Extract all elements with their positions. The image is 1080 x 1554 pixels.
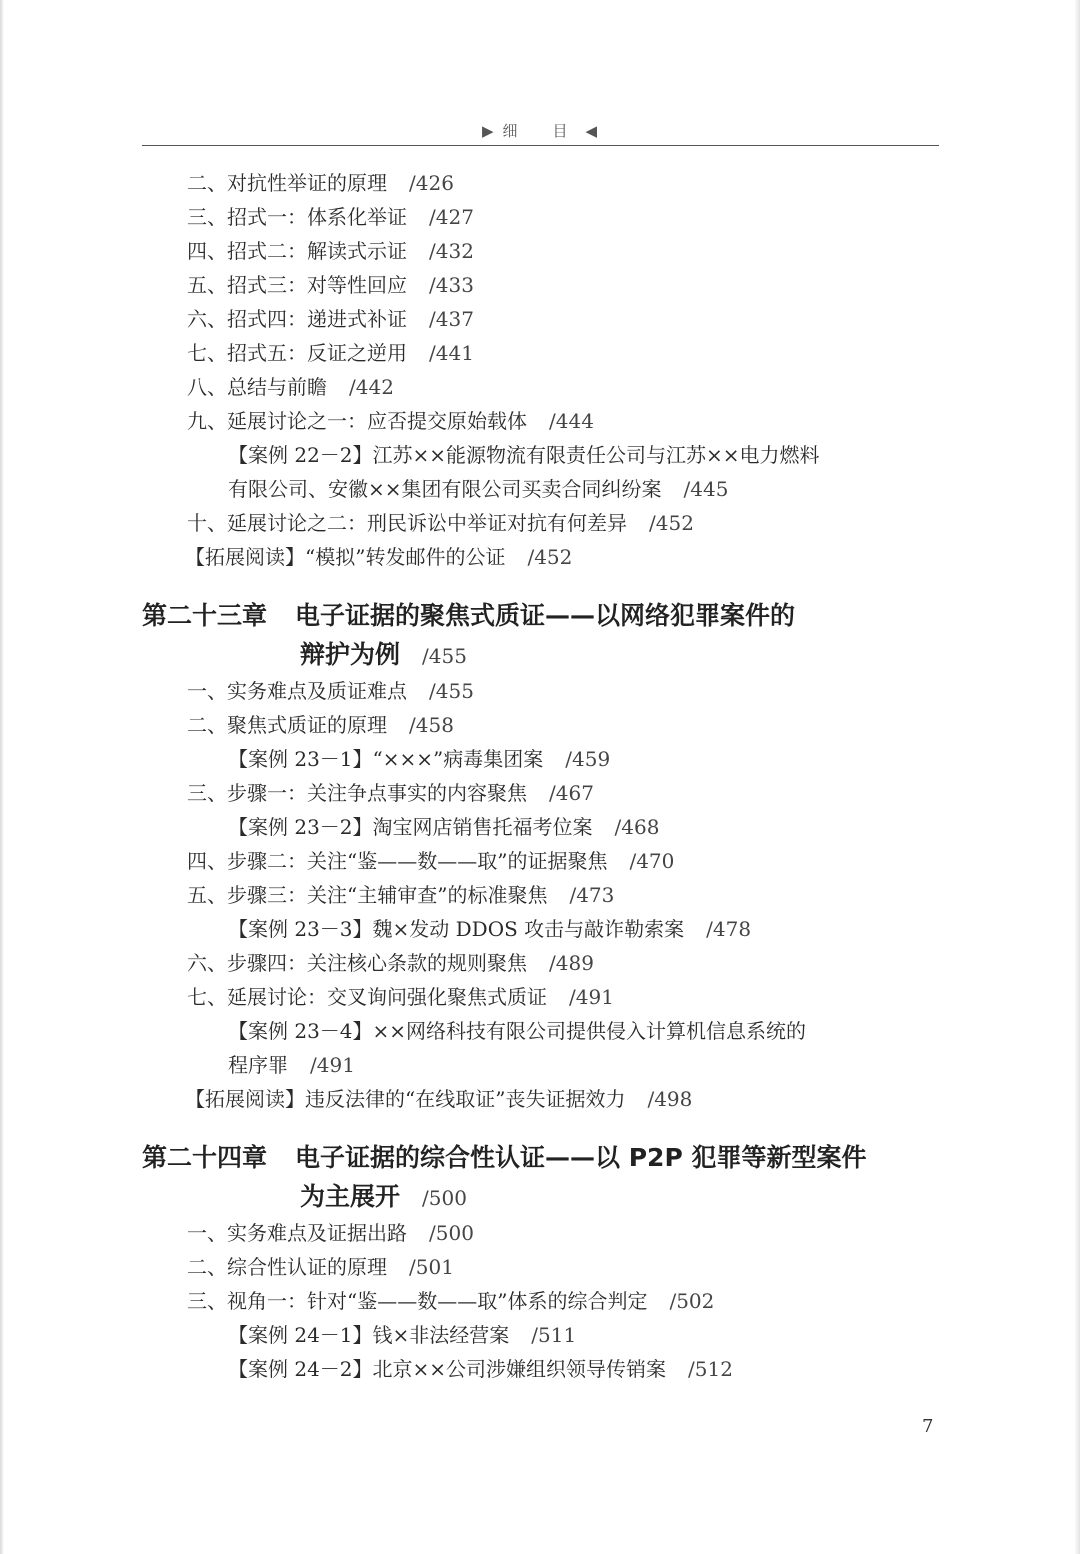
entry-page-ref: /452: [527, 545, 573, 569]
entry-page-ref: /426: [409, 171, 454, 195]
entry-text: 六、步骤四：关注核心条款的规则聚焦: [187, 951, 527, 975]
entry-text: 【案例 24－2】北京××公司涉嫌组织领导传销案: [228, 1357, 667, 1381]
entry-page-ref: /444: [549, 409, 594, 433]
section-entry[interactable]: [0, 302, 1080, 336]
chapter-page-ref: /500: [422, 1186, 467, 1210]
section-entry[interactable]: [0, 1216, 1080, 1250]
extended-reading-entry[interactable]: [0, 1082, 1080, 1116]
entry-page-ref: /458: [409, 713, 454, 737]
entry-page-ref: /502: [669, 1289, 715, 1313]
entry-page-ref: /468: [614, 815, 660, 839]
section-entry[interactable]: [0, 200, 1080, 234]
entry-text: 五、步骤三：关注“主辅审查”的标准聚焦: [187, 883, 548, 907]
entry-text: 有限公司、安徽××集团有限公司买卖合同纠纷案: [228, 477, 662, 501]
entry-text: 【案例 23－2】淘宝网店销售托福考位案: [228, 815, 593, 839]
entry-text: 九、延展讨论之一：应否提交原始载体: [187, 409, 527, 433]
entry-page-ref: /452: [649, 511, 694, 535]
section-entry[interactable]: [0, 234, 1080, 268]
entry-page-ref: /459: [565, 747, 611, 771]
chapter-block: [0, 1138, 1080, 1386]
case-entry[interactable]: [0, 1014, 1080, 1048]
entry-page-ref: /470: [629, 849, 675, 873]
entry-text: 【案例 22－2】江苏××能源物流有限责任公司与江苏××电力燃料: [228, 443, 820, 467]
entry-page-ref: /467: [549, 781, 594, 805]
chapter-title[interactable]: [0, 596, 1080, 636]
entry-page-ref: /491: [310, 1053, 355, 1077]
chapter-title-continued[interactable]: [0, 1178, 1080, 1216]
entry-text: 三、视角一：针对“鉴——数——取”体系的综合判定: [187, 1289, 648, 1313]
entry-page-ref: /442: [349, 375, 394, 399]
entry-text: 【案例 23－3】魏×发动 DDOS 攻击与敲诈勒索案: [228, 917, 685, 941]
entry-page-ref: /427: [429, 205, 474, 229]
entry-page-ref: /441: [429, 341, 474, 365]
entry-text: 三、步骤一：关注争点事实的内容聚焦: [187, 781, 527, 805]
section-entry[interactable]: [0, 980, 1080, 1014]
section-entry[interactable]: [0, 268, 1080, 302]
entry-text: 八、总结与前瞻: [187, 375, 327, 399]
entry-text: 一、实务难点及证据出路: [187, 1221, 407, 1245]
entry-text: 十、延展讨论之二：刑民诉讼中举证对抗有何差异: [187, 511, 627, 535]
chapter-title-cont-text: 为主展开: [300, 1182, 401, 1211]
entry-text: 一、实务难点及质证难点: [187, 679, 407, 703]
entry-page-ref: /433: [429, 273, 474, 297]
entry-text: 二、综合性认证的原理: [187, 1255, 387, 1279]
entry-page-ref: /512: [688, 1357, 733, 1381]
entry-text: 三、招式一：体系化举证: [187, 205, 407, 229]
entry-text: 四、步骤二：关注“鉴——数——取”的证据聚焦: [187, 849, 608, 873]
entry-text: 【拓展阅读】违反法律的“在线取证”丧失证据效力: [185, 1087, 626, 1111]
chapter-title-cont-text: 辩护为例: [300, 640, 401, 669]
chapter-title-text: 电子证据的聚焦式质证——以网络犯罪案件的: [295, 601, 796, 630]
section-entry[interactable]: [0, 946, 1080, 980]
intro-entries: [0, 166, 1080, 574]
case-entry[interactable]: [0, 742, 1080, 776]
case-entry-continued[interactable]: [0, 1048, 1080, 1082]
entry-page-ref: /500: [429, 1221, 474, 1245]
entry-text: 六、招式四：递进式补证: [187, 307, 407, 331]
entry-page-ref: /432: [429, 239, 474, 263]
chapters: [0, 596, 1080, 1386]
section-entry[interactable]: [0, 336, 1080, 370]
entry-text: 二、对抗性举证的原理: [187, 171, 387, 195]
entry-text: 程序罪: [228, 1053, 288, 1077]
entry-text: 【案例 23－1】“×××”病毒集团案: [228, 747, 544, 771]
entry-text: 七、招式五：反证之逆用: [187, 341, 407, 365]
chapter-number: 第二十四章: [142, 1143, 268, 1172]
entry-text: 五、招式三：对等性回应: [187, 273, 407, 297]
section-entry[interactable]: [0, 878, 1080, 912]
header-title: 细 目: [502, 122, 578, 140]
entry-page-ref: /445: [683, 477, 729, 501]
entry-page-ref: /489: [549, 951, 594, 975]
chapter-page-ref: /455: [422, 644, 467, 668]
entry-page-ref: /437: [429, 307, 474, 331]
header-marker-right: ◀: [585, 122, 599, 140]
section-entry[interactable]: [0, 708, 1080, 742]
case-entry[interactable]: [0, 1318, 1080, 1352]
case-entry[interactable]: [0, 912, 1080, 946]
case-entry[interactable]: [0, 810, 1080, 844]
entry-page-ref: /511: [531, 1323, 577, 1347]
entry-text: 【拓展阅读】“模拟”转发邮件的公证: [185, 545, 506, 569]
entry-text: 四、招式二：解读式示证: [187, 239, 407, 263]
entry-page-ref: /501: [409, 1255, 454, 1279]
entry-page-ref: /478: [706, 917, 752, 941]
case-entry[interactable]: [0, 438, 1080, 472]
section-entry[interactable]: [0, 776, 1080, 810]
section-entry[interactable]: [0, 1284, 1080, 1318]
section-entry[interactable]: [0, 506, 1080, 540]
chapter-title-text: 电子证据的综合性认证——以 P2P 犯罪等新型案件: [295, 1143, 867, 1172]
section-entry[interactable]: [0, 844, 1080, 878]
extended-reading-entry[interactable]: [0, 540, 1080, 574]
entry-text: 【案例 24－1】钱×非法经营案: [228, 1323, 510, 1347]
running-header: [0, 120, 1080, 141]
entry-text: 【案例 23－4】××网络科技有限公司提供侵入计算机信息系统的: [228, 1019, 807, 1043]
entry-page-ref: /473: [569, 883, 615, 907]
case-entry-continued[interactable]: [0, 472, 1080, 506]
header-rule: [142, 145, 939, 146]
chapter-number: 第二十三章: [142, 601, 268, 630]
section-entry[interactable]: [0, 404, 1080, 438]
table-of-contents: [0, 166, 1080, 1386]
chapter-title-continued[interactable]: [0, 636, 1080, 674]
entry-page-ref: /498: [647, 1087, 693, 1111]
entry-text: 二、聚焦式质证的原理: [187, 713, 387, 737]
header-marker-left: ▶: [481, 122, 495, 140]
section-entry[interactable]: [0, 1250, 1080, 1284]
entry-page-ref: /455: [429, 679, 474, 703]
section-entry[interactable]: [0, 370, 1080, 404]
entry-page-ref: /491: [569, 985, 614, 1009]
case-entry[interactable]: [0, 1352, 1080, 1386]
page-number: 7: [922, 1416, 934, 1437]
section-entry[interactable]: [0, 674, 1080, 708]
entry-text: 七、延展讨论：交叉询问强化聚焦式质证: [187, 985, 547, 1009]
chapter-title[interactable]: [0, 1138, 1080, 1178]
section-entry[interactable]: [0, 166, 1080, 200]
chapter-block: [0, 596, 1080, 1116]
